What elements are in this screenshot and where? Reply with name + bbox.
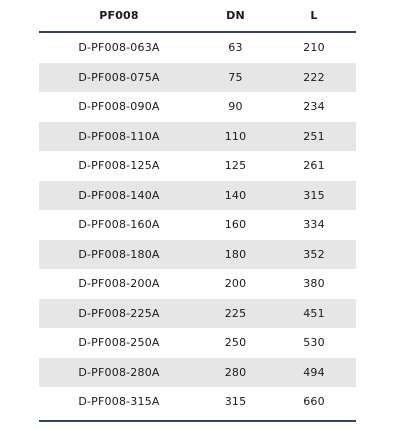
cell-dn: 75 — [228, 70, 243, 84]
cell-length: 234 — [303, 100, 325, 114]
table-row — [39, 269, 356, 299]
cell-length: 494 — [303, 365, 325, 379]
cell-dn: 160 — [224, 218, 247, 232]
cell-model: D-PF008-160A — [78, 218, 160, 232]
cell-model: D-PF008-180A — [78, 247, 160, 261]
cell-model: D-PF008-110A — [78, 129, 160, 143]
cell-model: D-PF008-250A — [78, 336, 160, 350]
table-row — [39, 358, 356, 388]
cell-dn: 180 — [224, 247, 247, 261]
cell-length: 660 — [303, 395, 325, 409]
cell-model: D-PF008-140A — [78, 188, 160, 202]
cell-length: 222 — [303, 70, 325, 84]
cell-length: 352 — [303, 247, 325, 261]
cell-model: D-PF008-075A — [78, 70, 160, 84]
header-model: PF008 — [99, 9, 139, 22]
cell-length: 251 — [303, 129, 325, 143]
table-header — [39, 0, 356, 33]
cell-length: 451 — [303, 306, 325, 320]
header-dn: DN — [226, 9, 245, 22]
cell-length: 315 — [303, 188, 325, 202]
cell-length: 334 — [303, 218, 325, 232]
cell-dn: 225 — [224, 306, 247, 320]
cell-length: 261 — [303, 159, 325, 173]
table-row — [39, 151, 356, 181]
table-row — [39, 299, 356, 329]
cell-dn: 110 — [224, 129, 247, 143]
header-length: L — [310, 9, 318, 22]
cell-dn: 140 — [224, 188, 247, 202]
table-row — [39, 33, 356, 63]
table-row — [39, 328, 356, 358]
cell-model: D-PF008-315A — [78, 395, 160, 409]
table-row — [39, 181, 356, 211]
cell-model: D-PF008-063A — [78, 41, 160, 55]
cell-dn: 200 — [224, 277, 247, 291]
table-row — [39, 92, 356, 122]
cell-model: D-PF008-125A — [78, 159, 160, 173]
cell-length: 380 — [303, 277, 325, 291]
table-row — [39, 387, 356, 417]
cell-dn: 125 — [224, 159, 247, 173]
table-row — [39, 63, 356, 93]
spec-table — [39, 0, 356, 422]
cell-dn: 280 — [224, 365, 247, 379]
cell-dn: 315 — [224, 395, 247, 409]
table-row — [39, 210, 356, 240]
cell-dn: 90 — [228, 100, 243, 114]
table-row — [39, 240, 356, 270]
cell-model: D-PF008-200A — [78, 277, 160, 291]
table-bottom-rule — [39, 420, 356, 422]
cell-model: D-PF008-090A — [78, 100, 160, 114]
table-row — [39, 122, 356, 152]
cell-dn: 250 — [224, 336, 247, 350]
cell-dn: 63 — [228, 41, 243, 55]
cell-length: 210 — [303, 41, 325, 55]
cell-model: D-PF008-280A — [78, 365, 160, 379]
cell-model: D-PF008-225A — [78, 306, 160, 320]
cell-length: 530 — [303, 336, 325, 350]
